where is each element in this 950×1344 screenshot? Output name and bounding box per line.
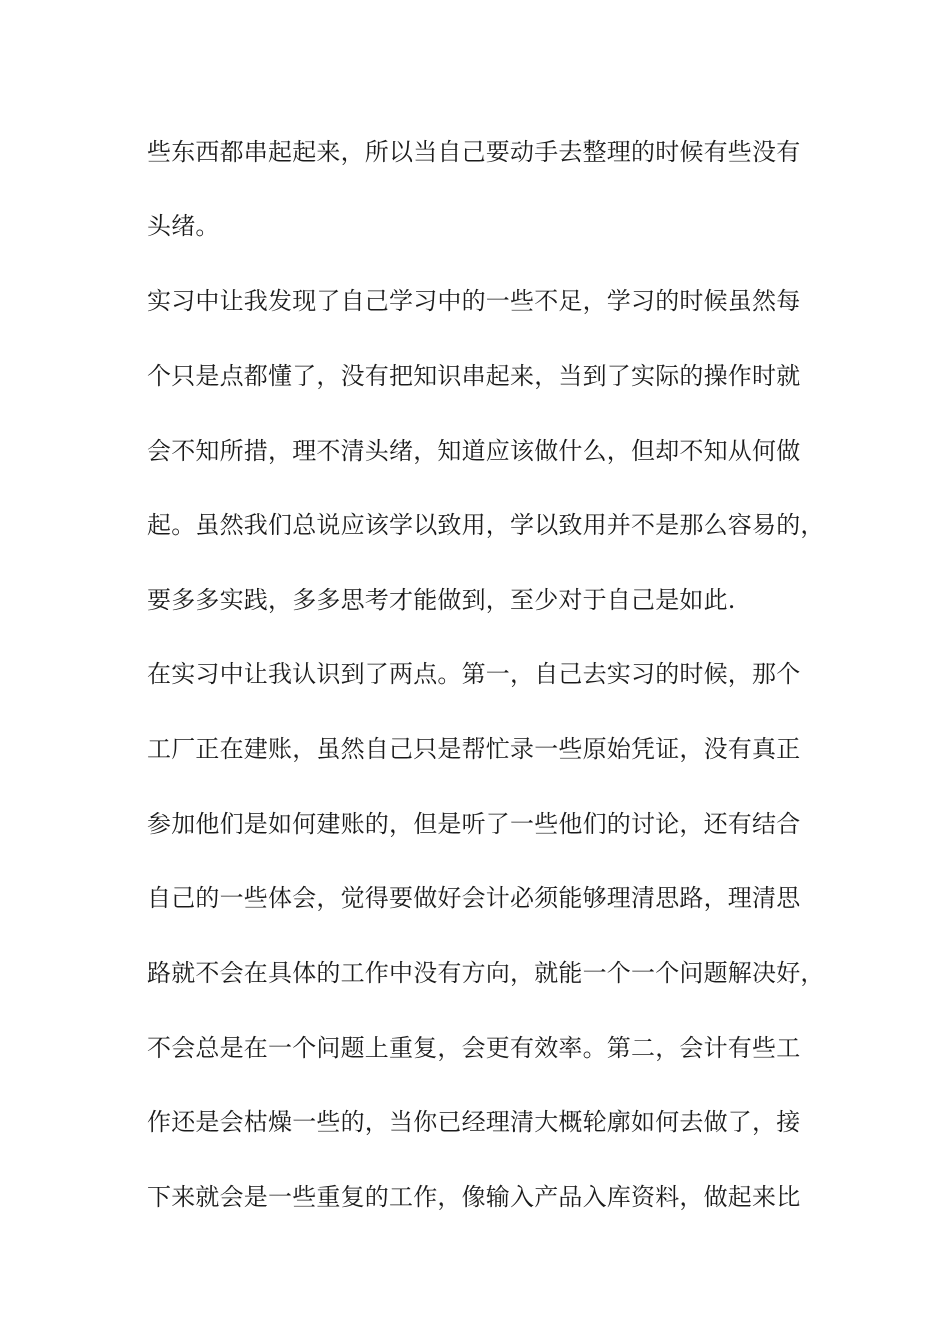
text-line: 在实习中让我认识到了两点。第一，自己去实习的时候，那个	[147, 660, 801, 688]
text-line: 实习中让我发现了自己学习中的一些不足，学习的时候虽然每	[147, 287, 801, 315]
text-line: 头绪。	[147, 212, 220, 240]
text-line: 自己的一些体会，觉得要做好会计必须能够理清思路，理清思	[147, 884, 801, 912]
text-line: 作还是会枯燥一些的，当你已经理清大概轮廓如何去做了，接	[147, 1108, 801, 1136]
text-line: 参加他们是如何建账的，但是听了一些他们的讨论，还有结合	[147, 810, 801, 838]
text-line: 工厂正在建账，虽然自己只是帮忙录一些原始凭证，没有真正	[147, 735, 801, 763]
text-line: 起。虽然我们总说应该学以致用，学以致用并不是那么容易的，	[147, 511, 825, 539]
text-line: 下来就会是一些重复的工作，像输入产品入库资料，做起来比	[147, 1183, 801, 1211]
text-line: 要多多实践，多多思考才能做到，至少对于自己是如此.	[147, 586, 736, 614]
text-line: 不会总是在一个问题上重复，会更有效率。第二，会计有些工	[147, 1034, 801, 1062]
text-line: 会不知所措，理不清头绪，知道应该做什么，但却不知从何做	[147, 437, 801, 465]
text-line: 些东西都串起起来，所以当自己要动手去整理的时候有些没有	[147, 138, 801, 166]
text-line: 个只是点都懂了，没有把知识串起来，当到了实际的操作时就	[147, 362, 801, 390]
text-line: 路就不会在具体的工作中没有方向，就能一个一个问题解决好，	[147, 959, 825, 987]
